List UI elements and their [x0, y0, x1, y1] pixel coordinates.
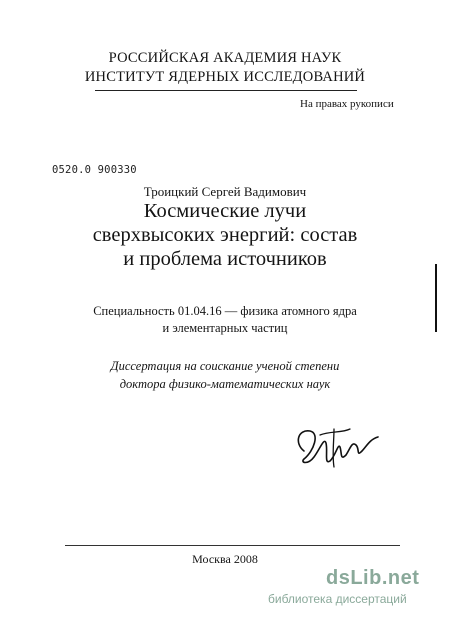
title-line-3: и проблема источников — [123, 248, 327, 270]
dissertation-title — [0, 199, 450, 271]
city-year: Москва 2008 — [192, 552, 258, 566]
footer-divider — [65, 545, 400, 546]
title-line-1: Космические лучи — [143, 200, 307, 222]
manuscript-rights-note: На правах рукописи — [300, 98, 394, 110]
degree-line-2: доктора физико-математических наук — [119, 377, 331, 391]
margin-mark — [435, 264, 437, 332]
degree-statement — [0, 357, 450, 393]
organization-line-1: РОССИЙСКАЯ АКАДЕМИЯ НАУК — [108, 50, 342, 66]
specialty — [0, 303, 450, 337]
handwritten-signature — [290, 421, 382, 473]
title-line-2: сверхвысоких энергий: состав — [92, 224, 358, 246]
author-name: Троицкий Сергей Вадимович — [143, 184, 307, 199]
header-divider — [95, 90, 357, 91]
watermark-brand: dsLib.net — [326, 567, 420, 589]
specialty-line-1: Специальность 01.04.16 — физика атомного ядра — [93, 304, 357, 318]
organization-line-2: ИНСТИТУТ ЯДЕРНЫХ ИССЛЕДОВАНИЙ — [84, 69, 366, 85]
watermark-tagline: библиотека диссертаций — [268, 592, 407, 606]
degree-line-1: Диссертация на соискание ученой степени — [110, 359, 340, 373]
specialty-line-2: и элементарных частиц — [162, 321, 288, 335]
catalog-code: 0520.0 900330 — [52, 164, 137, 176]
